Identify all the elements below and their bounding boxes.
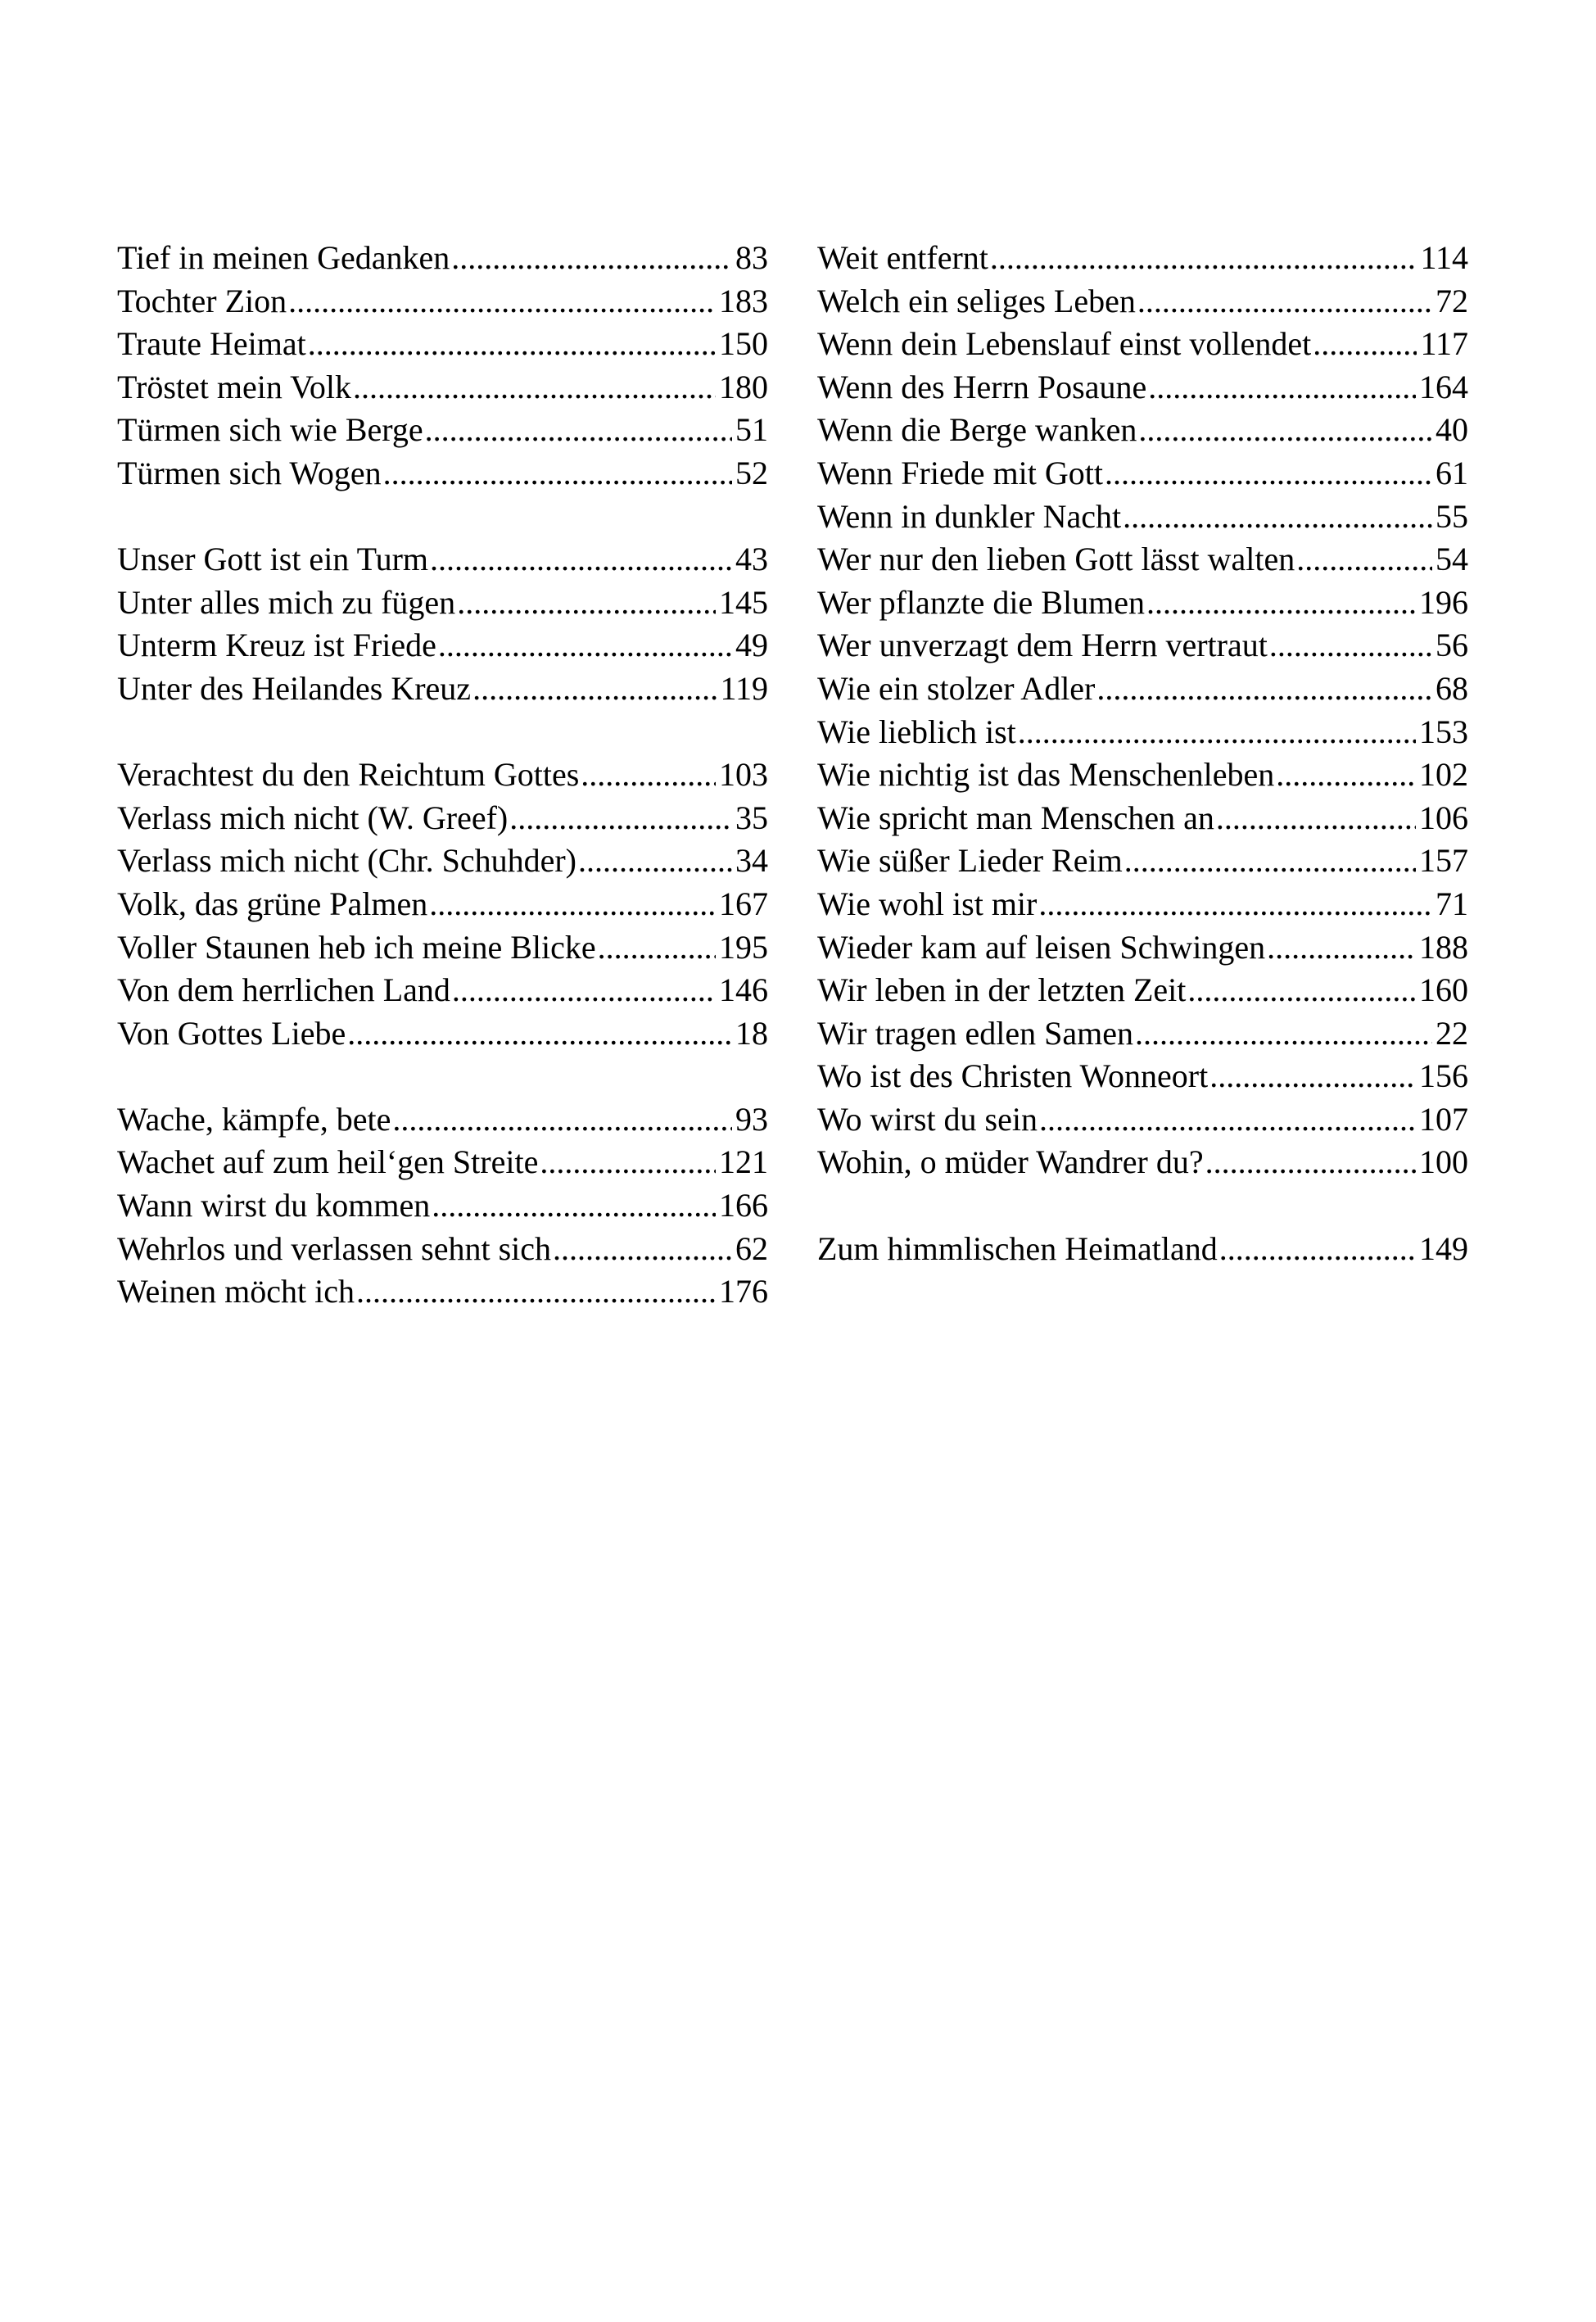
index-entry [117,754,768,797]
entry-title: Wehrlos und verlassen sehnt sich [117,1229,551,1267]
dot-leader [553,1228,732,1271]
dot-leader [425,409,732,452]
entry-page-number: 195 [719,928,768,966]
index-entry [117,1098,768,1142]
entry-title: Verlass mich nicht (Chr. Schuhder) [117,842,576,880]
entry-title: Volk, das grüne Palmen [117,885,428,922]
entry-page-number: 117 [1420,325,1468,363]
entry-title: Wie ein stolzer Adler [817,669,1096,707]
entry-page-number: 176 [719,1273,768,1310]
dot-leader [1269,624,1432,668]
entry-page-number: 35 [735,799,768,836]
index-entry [117,1141,768,1184]
index-entry [117,452,768,496]
entry-page-number: 156 [1419,1057,1468,1095]
entry-title: Türmen sich Wogen [117,454,382,491]
entry-page-number: 68 [1435,669,1468,707]
entry-page-number: 166 [719,1187,768,1224]
entry-title: Wo ist des Christen Wonneort [817,1057,1209,1095]
index-entry [117,1270,768,1314]
entry-page-number: 43 [735,541,768,578]
index-column-left [117,237,768,1314]
index-entry [817,409,1468,452]
dot-leader [990,237,1417,280]
index-entry [817,366,1468,410]
index-entry [117,582,768,625]
entry-page-number: 72 [1435,282,1468,319]
dot-leader [356,1270,716,1314]
entry-page-number: 164 [1419,368,1468,405]
entry-page-number: 83 [735,239,768,276]
index-entry [817,624,1468,668]
index-entry [117,323,768,366]
index-entry [817,538,1468,582]
index-entry [817,1228,1468,1271]
dot-leader [1096,668,1432,711]
dot-leader [451,237,732,280]
entry-title: Zum himmlischen Heimatland [817,1229,1218,1267]
dot-leader [1146,582,1416,625]
entry-title: Von Gottes Liebe [117,1014,346,1052]
index-entry [117,366,768,410]
entry-title: Wohin, o müder Wandrer du? [817,1143,1204,1181]
index-entry [117,538,768,582]
entry-page-number: 196 [1419,583,1468,621]
entry-page-number: 40 [1435,411,1468,449]
entry-title: Wenn die Berge wanken [817,411,1137,449]
index-entry [817,1141,1468,1184]
entry-title: Wache, kämpfe, bete [117,1100,391,1138]
dot-leader [1313,323,1417,366]
entry-title: Wenn dein Lebenslauf einst vollendet [817,325,1312,363]
index-entry [817,582,1468,625]
index-entry [117,280,768,324]
index-entry [817,797,1468,840]
entry-page-number: 121 [719,1143,768,1181]
entry-title: Weinen möcht ich [117,1273,355,1310]
entry-title: Wer pflanzte die Blumen [817,583,1145,621]
entry-title: Tochter Zion [117,282,287,319]
dot-leader [1124,840,1416,883]
index-entry [117,969,768,1012]
entry-title: Wer nur den lieben Gott lässt walten [817,541,1295,578]
entry-title: Wir tragen edlen Samen [817,1014,1134,1052]
dot-leader [308,323,716,366]
index-entry [117,1012,768,1056]
dot-leader [457,582,716,625]
entry-page-number: 52 [735,454,768,491]
dot-leader [578,840,732,883]
index-entry [817,1012,1468,1056]
entry-title: Wenn in dunkler Nacht [817,497,1122,535]
index-entry [117,409,768,452]
entry-title: Wann wirst du kommen [117,1187,431,1224]
entry-title: Wie nichtig ist das Menschenleben [817,756,1275,794]
dot-leader [1205,1141,1416,1184]
entry-title: Wo wirst du sein [817,1100,1038,1138]
index-entry [817,496,1468,539]
dot-leader [1135,1012,1432,1056]
dot-leader [1038,883,1432,926]
index-entry [817,1098,1468,1142]
entry-page-number: 61 [1435,454,1468,491]
entry-title: Unser Gott ist ein Turm [117,541,429,578]
entry-page-number: 100 [1419,1143,1468,1181]
index-entry [817,1055,1468,1098]
entry-page-number: 56 [1435,627,1468,664]
entry-page-number: 160 [1419,971,1468,1009]
entry-title: Wie lieblich ist [817,713,1016,750]
entry-page-number: 153 [1419,713,1468,750]
dot-leader [1039,1098,1416,1142]
dot-leader [1148,366,1416,410]
entry-page-number: 49 [735,627,768,664]
dot-leader [472,668,717,711]
entry-title: Wie süßer Lieder Reim [817,842,1123,880]
entry-title: Türmen sich wie Berge [117,411,423,449]
index-entry [817,883,1468,926]
entry-title: Voller Staunen heb ich meine Blicke [117,928,596,966]
index-entry [817,969,1468,1012]
index-column-right [817,237,1468,1270]
dot-leader [1137,280,1432,324]
entry-title: Tief in meinen Gedanken [117,239,450,276]
entry-page-number: 55 [1435,497,1468,535]
dot-leader [383,452,732,496]
index-entry [817,237,1468,280]
entry-title: Tröstet mein Volk [117,368,351,405]
dot-leader [432,1184,716,1228]
entry-title: Wie spricht man Menschen an [817,799,1214,836]
index-entry [817,668,1468,711]
entry-page-number: 145 [719,583,768,621]
index-entry [817,926,1468,970]
entry-page-number: 22 [1435,1014,1468,1052]
index-entry [817,280,1468,324]
entry-page-number: 183 [719,282,768,319]
index-entry [817,711,1468,754]
entry-page-number: 107 [1419,1100,1468,1138]
entry-page-number: 157 [1419,842,1468,880]
dot-leader [1018,711,1416,754]
entry-page-number: 34 [735,842,768,880]
dot-leader [1138,409,1432,452]
dot-leader [430,538,732,582]
dot-leader [540,1141,716,1184]
entry-title: Verachtest du den Reichtum Gottes [117,756,580,794]
entry-title: Wer unverzagt dem Herrn vertraut [817,627,1268,664]
entry-title: Traute Heimat [117,325,306,363]
entry-page-number: 93 [735,1100,768,1138]
entry-title: Welch ein seliges Leben [817,282,1136,319]
dot-leader [452,969,716,1012]
entry-title: Wir leben in der letzten Zeit [817,971,1187,1009]
dot-leader [509,797,732,840]
entry-title: Wenn Friede mit Gott [817,454,1103,491]
entry-page-number: 71 [1435,885,1468,922]
index-entry [117,926,768,970]
index-entry [117,840,768,883]
entry-page-number: 149 [1419,1229,1468,1267]
index-entry [817,323,1468,366]
dot-leader [288,280,716,324]
entry-title: Von dem herrlichen Land [117,971,450,1009]
index-entry [117,883,768,926]
entry-title: Wie wohl ist mir [817,885,1038,922]
entry-page-number: 180 [719,368,768,405]
index-entry [117,1184,768,1228]
entry-title: Unter alles mich zu fügen [117,583,456,621]
index-entry [117,1228,768,1271]
dot-leader [1123,496,1432,539]
index-entry [117,237,768,280]
index-entry [817,452,1468,496]
dot-leader [347,1012,732,1056]
dot-leader [392,1098,732,1142]
dot-leader [1216,797,1416,840]
index-entry [817,754,1468,797]
entry-page-number: 62 [735,1229,768,1267]
dot-leader [1209,1055,1416,1098]
entry-page-number: 18 [735,1014,768,1052]
entry-title: Wachet auf zum heil‘gen Streite [117,1143,539,1181]
dot-leader [1219,1228,1416,1271]
entry-page-number: 54 [1435,541,1468,578]
index-entry [117,624,768,668]
dot-leader [1276,754,1416,797]
entry-page-number: 102 [1419,756,1468,794]
dot-leader [353,366,716,410]
dot-leader [598,926,716,970]
entry-page-number: 119 [720,669,768,707]
dot-leader [1267,926,1416,970]
entry-page-number: 103 [719,756,768,794]
entry-page-number: 167 [719,885,768,922]
entry-title: Weit entfernt [817,239,988,276]
dot-leader [1296,538,1432,582]
entry-title: Verlass mich nicht (W. Greef) [117,799,509,836]
entry-title: Wieder kam auf leisen Schwingen [817,928,1266,966]
dot-leader [429,883,716,926]
dot-leader [1187,969,1416,1012]
entry-page-number: 106 [1419,799,1468,836]
entry-page-number: 188 [1419,928,1468,966]
dot-leader [1105,452,1432,496]
index-entry [817,840,1468,883]
index-entry [117,797,768,840]
dot-leader [581,754,716,797]
index-entry [117,668,768,711]
entry-title: Wenn des Herrn Posaune [817,368,1147,405]
dot-leader [438,624,732,668]
entry-title: Unterm Kreuz ist Friede [117,627,436,664]
entry-page-number: 150 [719,325,768,363]
entry-page-number: 51 [735,411,768,449]
entry-page-number: 114 [1420,239,1468,276]
entry-title: Unter des Heilandes Kreuz [117,669,472,707]
entry-page-number: 146 [719,971,768,1009]
